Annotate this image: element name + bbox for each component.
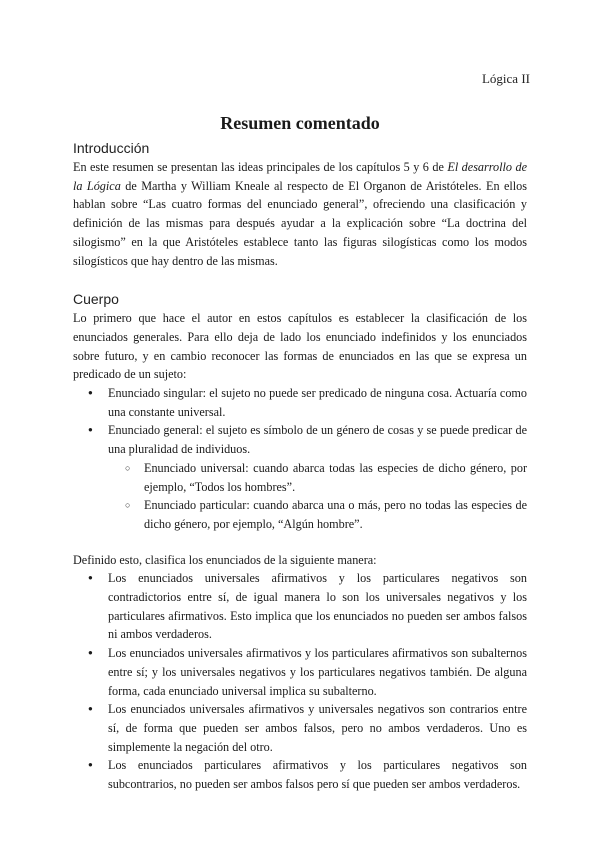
statement-types-list xyxy=(73,384,527,459)
list-item: ● Enunciado singular: el sujeto no puede ser predicado de ninguna cosa. Actuaría como una constante universal. xyxy=(73,384,527,421)
body-paragraph-1: Lo primero que hace el autor en estos capítulos es establecer la clasificación de los enunciados generales. Para ello deja de lado los enunciado indefinidos y los enunciados sobre futuro, y en cambio reconocer las formas de enunciados en las que se expresa un predicado de un sujeto: xyxy=(73,311,527,382)
intro-text-b: de Martha y William Kneale al respecto de El Organon de Aristóteles. En ellos hablan sobre “Las cuatro formas del enunciado general”, ofreciendo una clasificación y definición de las mismas para después ayudar a la explicación sobre “La doctrina del silogismo” en la que Aristóteles establece tanto las figuras silogísticas como los modos silogísticos que hay dentro de las mismas. xyxy=(73,178,528,268)
list-item: ○ Enunciado particular: cuando abarca una o más, pero no todas las especies de dicho género, por ejemplo, “Algún hombre”. xyxy=(108,496,527,533)
intro-text-a: En este resumen se presentan las ideas principales de los capítulos 5 y 6 de xyxy=(73,160,448,174)
list-item: ● Los enunciados universales afirmativos y los particulares afirmativos son subalternos entre sí; y los universales negativos y los particulares negativos también. De alguna forma, cada enunciado universal implica su subalterno. xyxy=(73,644,527,700)
list-item: ● Los enunciados universales afirmativos y los particulares negativos son contradictorios entre sí, de igual manera lo son los universales negativos y los particulares afirmativos. Esto implica que los enunciados no pueden ser ambos falsos ni ambos verdaderos. xyxy=(73,569,527,644)
course-header: Lógica II xyxy=(481,71,530,86)
book-title: El desarrollo de la Lógica xyxy=(73,160,527,193)
intro-paragraph xyxy=(73,158,527,270)
document-content xyxy=(73,138,527,794)
list-item: ● Los enunciados particulares afirmativos y los particulares negativos son subcontrarios, no pueden ser ambos falsos pero sí que pueden ser ambos verdaderos. xyxy=(73,756,527,793)
list-item xyxy=(73,421,527,458)
document-title: Resumen comentado xyxy=(220,113,380,133)
relations-list xyxy=(73,569,527,793)
body-paragraph-2: Definido esto, clasifica los enunciados de la siguiente manera: xyxy=(73,552,377,567)
body-heading: Cuerpo xyxy=(73,291,119,308)
list-item: ● Los enunciados universales afirmativos y universales negativos son contrarios entre sí, de forma que pueden ser ambos falsos, pero no ambos verdaderos. Uno es simplemente la negación del otro. xyxy=(73,700,527,756)
list-item-text: Enunciado general: el sujeto es símbolo de un género de cosas y se puede predicar de una pluralidad de individuos. xyxy=(108,423,527,457)
statement-subtypes-list xyxy=(108,459,527,534)
list-item: ○ Enunciado universal: cuando abarca todas las especies de dicho género, por ejemplo, “Todos los hombres”. xyxy=(108,459,527,496)
intro-heading: Introducción xyxy=(73,140,150,156)
